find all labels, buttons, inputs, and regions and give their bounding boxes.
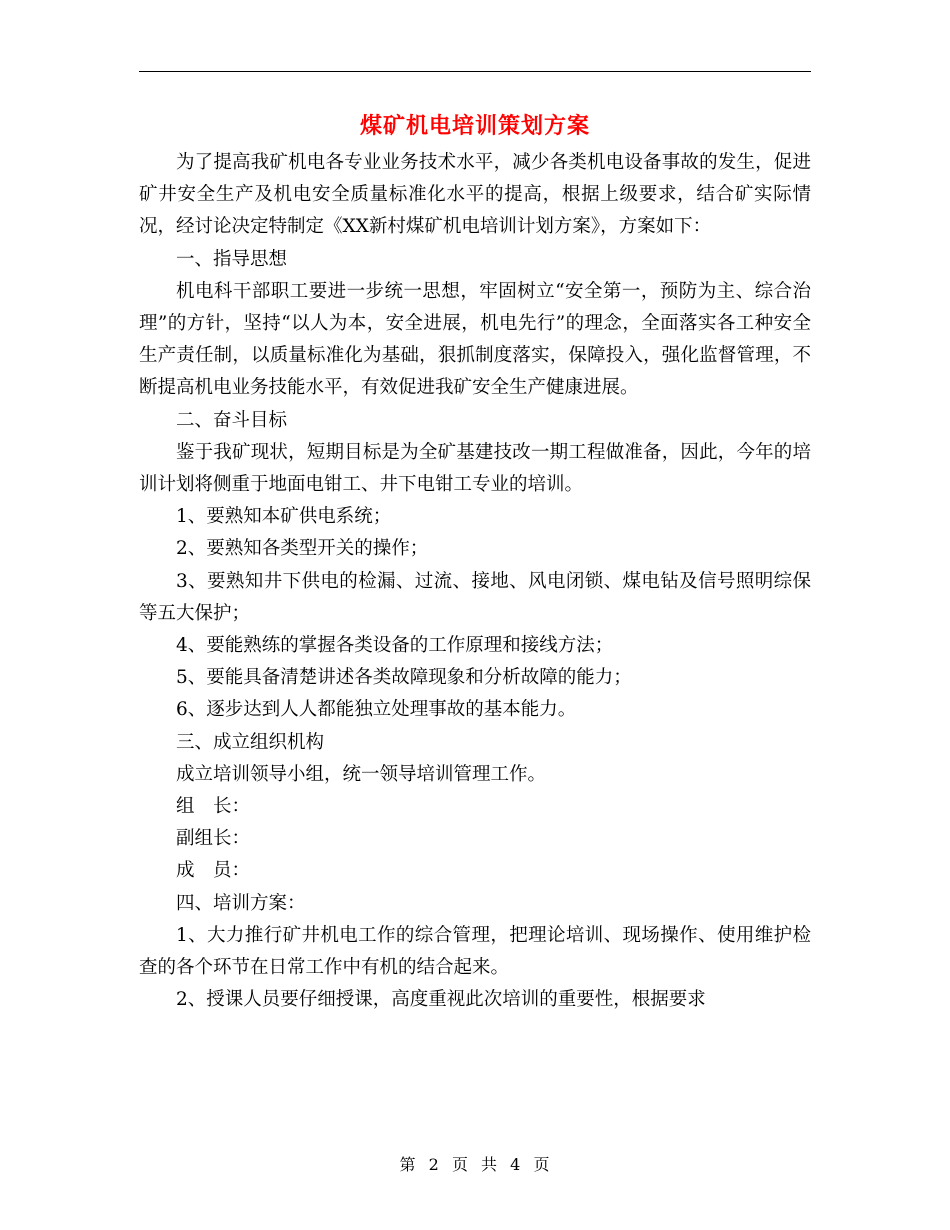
footer-total-pages: 4 xyxy=(510,1155,522,1174)
heading-goals: 二、奋斗目标 xyxy=(176,409,288,431)
footer-label-ye: 页 xyxy=(451,1155,469,1174)
paragraph-organization: 成立培训领导小组，统一领导培训管理工作。 xyxy=(176,763,547,785)
list-item-goal-2: 2、要熟知各类型开关的操作； xyxy=(176,538,429,560)
footer-label-ye-end: 页 xyxy=(533,1155,551,1174)
role-members: 成 员： xyxy=(176,860,251,882)
list-item-goal-6: 6、逐步达到人人都能独立处理事故的基本能力。 xyxy=(176,699,577,721)
list-item-goal-5: 5、要能具备清楚讲述各类故障现象和分析故障的能力； xyxy=(176,667,632,689)
paragraph-goals: 鉴于我矿现状，短期目标是为全矿基建技改一期工程做准备，因此，今年的培训计划将侧重于地面电钳工、井下电钳工专业的培训。 xyxy=(139,441,811,496)
header-rule xyxy=(139,71,811,72)
list-item-goal-4: 4、要能熟练的掌握各类设备的工作原理和接线方法； xyxy=(176,635,614,657)
heading-organization: 三、成立组织机构 xyxy=(176,731,325,753)
role-leader: 组 长： xyxy=(176,796,251,818)
document-body xyxy=(139,147,811,1016)
document-title: 煤矿机电培训策划方案 xyxy=(359,113,590,139)
list-item-goal-1: 1、要熟知本矿供电系统； xyxy=(176,506,392,528)
heading-guiding-thought: 一、指导思想 xyxy=(176,248,288,270)
paragraph-intro: 为了提高我矿机电各专业业务技术水平，减少各类机电设备事故的发生，促进矿井安全生产及机电安全质量标准化水平的提高，根据上级要求，结合矿实际情况，经讨论决定特制定《XX新村煤矿机电培训计划方案》，方案如下： xyxy=(139,152,811,238)
heading-training-plan: 四、培训方案： xyxy=(176,892,306,914)
role-deputy-leader: 副组长： xyxy=(176,828,251,850)
list-item-plan-2: 2、授课人员要仔细授课，高度重视此次培训的重要性，根据要求 xyxy=(176,989,706,1011)
page-footer xyxy=(0,1153,950,1177)
footer-label-page: 第 xyxy=(399,1155,417,1174)
list-item-goal-3: 3、要熟知井下供电的检漏、过流、接地、风电闭锁、煤电钻及信号照明综保等五大保护； xyxy=(139,570,811,624)
footer-current-page: 2 xyxy=(428,1155,440,1174)
list-item-plan-1: 1、大力推行矿井机电工作的综合管理，把理论培训、现场操作、使用维护检查的各个环节在日常工作中有机的结合起来。 xyxy=(139,924,811,979)
footer-label-total: 共 xyxy=(481,1155,499,1174)
paragraph-guiding-thought: 机电科干部职工要进一步统一思想，牢固树立“安全第一，预防为主、综合治理”的方针，坚持“以人为本，安全进展，机电先行”的理念，全面落实各工种安全生产责任制，以质量标准化为基础，狠抓制度落实，保障投入，强化监督管理，不断提高机电业务技能水平，有效促进我矿安全生产健康进展。 xyxy=(139,280,811,399)
